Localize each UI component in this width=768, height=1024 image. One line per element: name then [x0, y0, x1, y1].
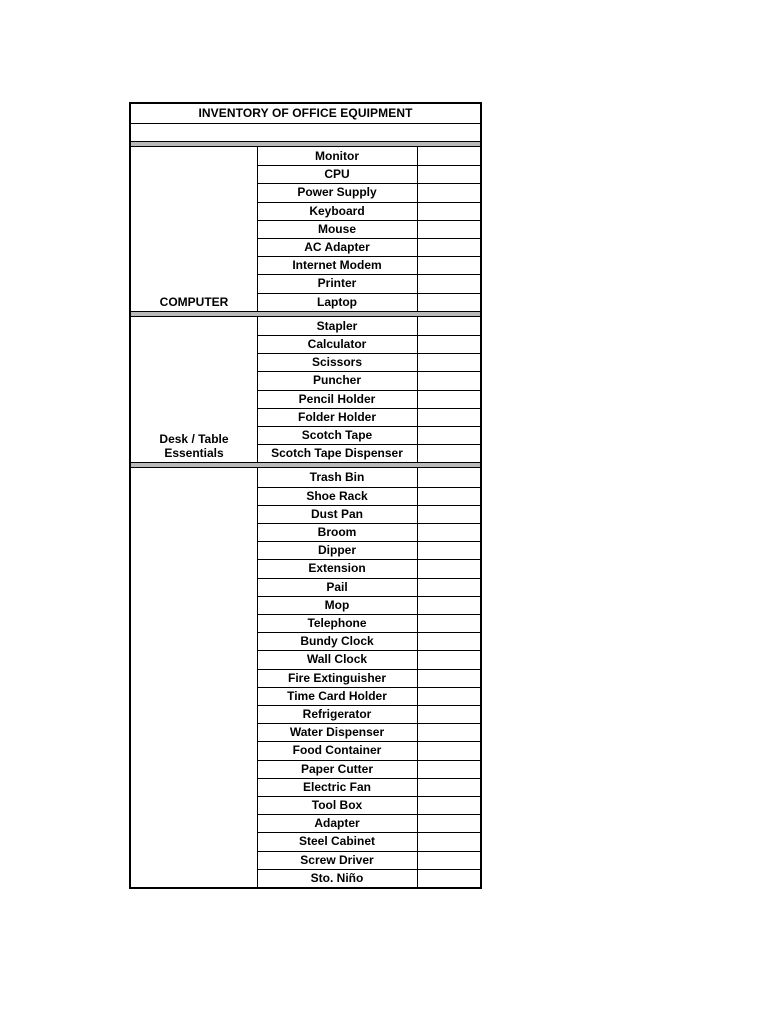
item-name: Dust Pan [310, 506, 363, 521]
item-name: Broom [317, 525, 357, 539]
item-name: Monitor [315, 149, 359, 163]
item-name: AC Adapter [304, 240, 370, 254]
item-name: Folder Holder [297, 409, 376, 424]
item-name: Wall Clock [306, 652, 368, 667]
item-name: Puncher [312, 373, 361, 388]
quantity-cell[interactable] [418, 293, 480, 311]
item-name: Dipper [317, 543, 356, 558]
item-name: Calculator [307, 337, 367, 351]
category-label [131, 432, 257, 460]
item-name: Scotch Tape [301, 428, 373, 442]
item-name: Adapter [314, 816, 360, 831]
quantity-cell[interactable] [418, 468, 480, 486]
quantity-cell[interactable] [418, 687, 480, 705]
item-name: Mop [324, 597, 350, 612]
quantity-cell[interactable] [418, 147, 480, 165]
item-name: Paper Cutter [300, 761, 374, 776]
item-name: Fire Extinguisher [287, 670, 387, 685]
item-name: Time Card Holder [287, 688, 387, 703]
quantity-cell[interactable] [418, 274, 480, 292]
item-name: Screw Driver [300, 852, 374, 867]
item-name: Internet Modem [292, 258, 382, 273]
quantity-cell[interactable] [418, 851, 480, 869]
item-name: Shoe Rack [306, 488, 368, 503]
item-name: Sto. Niño [310, 870, 364, 885]
item-name: Refrigerator [302, 707, 372, 721]
item-name: Steel Cabinet [298, 834, 376, 849]
quantity-cell[interactable] [418, 778, 480, 796]
quantity-cell[interactable] [418, 444, 480, 462]
quantity-cell[interactable] [418, 202, 480, 220]
quantity-cell[interactable] [418, 614, 480, 632]
quantity-cell[interactable] [418, 523, 480, 541]
item-name: Telephone [307, 616, 367, 630]
quantity-cell[interactable] [418, 741, 480, 759]
item-name: Scotch Tape Dispenser [271, 446, 403, 461]
quantity-cell[interactable] [418, 317, 480, 335]
quantity-cell[interactable] [418, 723, 480, 741]
item-name: Pail [326, 579, 348, 594]
item-name: Food Container [292, 743, 382, 758]
quantity-cell[interactable] [418, 487, 480, 505]
item-name: Pencil Holder [298, 391, 376, 406]
quantity-cell[interactable] [418, 760, 480, 778]
item-name: Electric Fan [302, 779, 372, 794]
quantity-cell[interactable] [418, 335, 480, 353]
quantity-cell[interactable] [418, 814, 480, 832]
table-title: INVENTORY OF OFFICE EQUIPMENT [198, 106, 413, 120]
inventory-table [129, 102, 482, 889]
item-name: Laptop [317, 294, 357, 309]
quantity-cell[interactable] [418, 632, 480, 650]
quantity-cell[interactable] [418, 353, 480, 371]
quantity-cell[interactable] [418, 165, 480, 183]
item-name: Bundy Clock [300, 634, 374, 649]
quantity-cell[interactable] [418, 596, 480, 614]
item-name: Trash Bin [309, 470, 365, 485]
item-name: Power Supply [297, 185, 377, 200]
category-label [131, 295, 257, 309]
item-name: Water Dispenser [289, 725, 385, 740]
category-label-line: Essentials [164, 446, 224, 461]
quantity-cell[interactable] [418, 869, 480, 887]
quantity-cell[interactable] [418, 371, 480, 389]
quantity-cell[interactable] [418, 238, 480, 256]
item-name: Tool Box [311, 798, 363, 812]
quantity-cell[interactable] [418, 220, 480, 238]
item-name: Scissors [311, 355, 363, 370]
quantity-cell[interactable] [418, 390, 480, 408]
item-name: Printer [317, 276, 357, 291]
category-label-line: COMPUTER [159, 294, 229, 309]
quantity-cell[interactable] [418, 426, 480, 444]
quantity-cell[interactable] [418, 505, 480, 523]
quantity-cell[interactable] [418, 705, 480, 723]
item-name: Mouse [317, 221, 356, 236]
item-name: Stapler [316, 318, 358, 333]
quantity-cell[interactable] [418, 541, 480, 559]
quantity-cell[interactable] [418, 578, 480, 596]
quantity-cell[interactable] [418, 650, 480, 668]
quantity-cell[interactable] [418, 796, 480, 814]
item-name: CPU [324, 167, 350, 182]
quantity-cell[interactable] [418, 669, 480, 687]
quantity-cell[interactable] [418, 183, 480, 201]
category-label-line: Desk / Table [159, 432, 229, 447]
quantity-cell[interactable] [418, 256, 480, 274]
quantity-cell[interactable] [418, 832, 480, 850]
item-name: Extension [308, 561, 366, 576]
title-row-border [131, 123, 480, 124]
quantity-cell[interactable] [418, 408, 480, 426]
item-name: Keyboard [309, 203, 365, 218]
quantity-cell[interactable] [418, 559, 480, 577]
